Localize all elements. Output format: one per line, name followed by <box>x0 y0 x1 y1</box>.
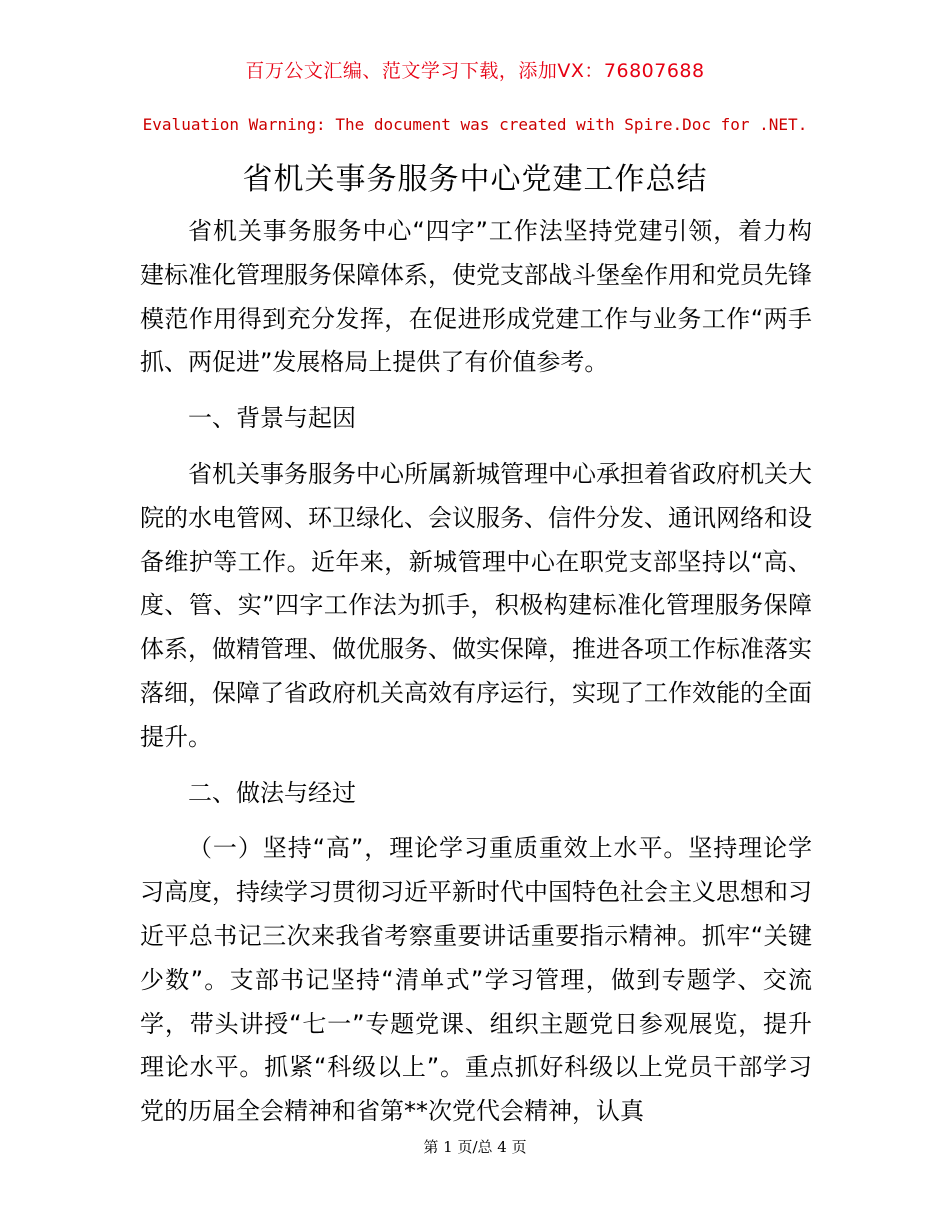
document-title: 省机关事务服务中心党建工作总结 <box>242 162 708 197</box>
header-promo-line: 百万公文汇编、范文学习下载，添加VX：76807688 <box>245 60 705 82</box>
document-body <box>140 210 812 1134</box>
paragraph-methods: （一）坚持“高”，理论学习重质重效上水平。坚持理论学习高度，持续学习贯彻习近平新时代中国特色社会主义思想和习近平总书记三次来我省考察重要讲话重要指示精神。抓牢“关键少数”。支部书记坚持“清单式”学习管理，做到专题学、交流学，带头讲授“七一”专题党课、组织主题党日参观展览，提升理论水平。抓紧“科级以上”。重点抓好科级以上党员干部学习党的历届全会精神和省第**次党代会精神，认真 <box>140 834 812 1126</box>
evaluation-warning: Evaluation Warning: The document was created with Spire.Doc for .NET. <box>142 115 808 134</box>
section-heading-methods: 二、做法与经过 <box>188 778 356 807</box>
paragraph-intro: 省机关事务服务中心“四字”工作法坚持党建引领，着力构建标准化管理服务保障体系，使党支部战斗堡垒作用和党员先锋模范作用得到充分发挥，在促进形成党建工作与业务工作“两手抓、两促进”发展格局上提供了有价值参考。 <box>140 217 812 377</box>
section-heading-background: 一、背景与起因 <box>188 404 356 433</box>
paragraph-background: 省机关事务服务中心所属新城管理中心承担着省政府机关大院的水电管网、环卫绿化、会议服务、信件分发、通讯网络和设备维护等工作。近年来，新城管理中心在职党支部坚持以“高、度、管、实”四字工作法为抓手，积极构建标准化管理服务保障体系，做精管理、做优服务、做实保障，推进各项工作标准落实落细，保障了省政府机关高效有序运行，实现了工作效能的全面提升。 <box>140 459 812 751</box>
page-footer: 第 1 页/总 4 页 <box>423 1138 527 1156</box>
